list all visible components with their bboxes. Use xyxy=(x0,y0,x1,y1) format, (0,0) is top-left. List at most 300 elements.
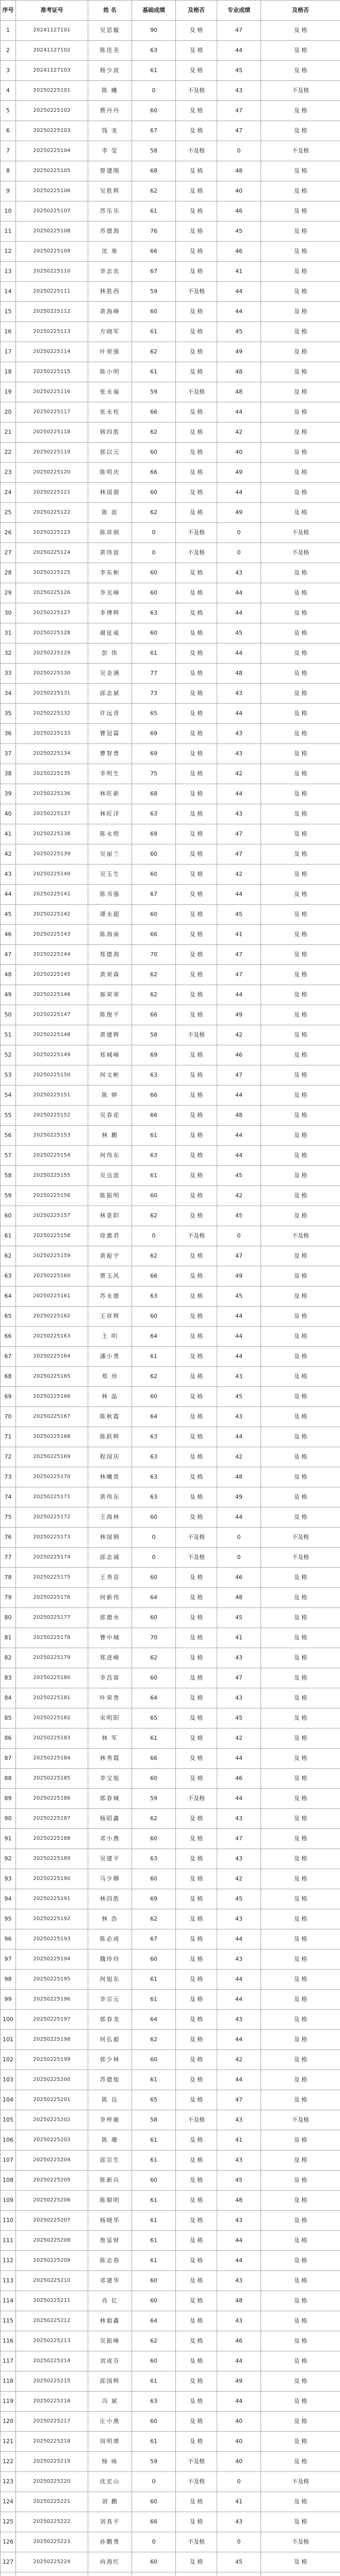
table-row xyxy=(1,1186,340,1206)
cell-basic-score: 63 xyxy=(132,804,176,824)
cell-major-score: 47 xyxy=(217,21,261,41)
cell-index: 46 xyxy=(1,925,16,945)
table-row xyxy=(1,2472,340,2492)
table-row xyxy=(1,1427,340,1447)
cell-basic-score: 66 xyxy=(132,2512,176,2532)
cell-index: 89 xyxy=(1,1789,16,1809)
cell-major-pass: 及 格 xyxy=(261,2050,340,2070)
cell-basic-score: 60 xyxy=(132,1869,176,1889)
cell-major-pass: 及 格 xyxy=(261,2311,340,2331)
table-row xyxy=(1,2211,340,2231)
cell-index: 84 xyxy=(1,1688,16,1708)
cell-name: 何旭东 xyxy=(88,1970,132,1990)
cell-basic-pass: 不及格 xyxy=(176,1528,217,1548)
cell-major-pass: 及 格 xyxy=(261,2251,340,2271)
cell-basic-pass: 及 格 xyxy=(176,1106,217,1126)
cell-major-pass: 及 格 xyxy=(261,1809,340,1829)
cell-basic-score: 61 xyxy=(132,643,176,664)
cell-basic-score: 66 xyxy=(132,1749,176,1769)
cell-major-pass: 及 格 xyxy=(261,2351,340,2371)
cell-exam-number: 20250225223 xyxy=(16,2532,88,2552)
cell-major-pass: 及 格 xyxy=(261,1146,340,1166)
cell-index: 66 xyxy=(1,1327,16,1347)
cell-index: 59 xyxy=(1,1186,16,1206)
cell-basic-pass: 及 格 xyxy=(176,643,217,664)
cell-major-pass: 及 格 xyxy=(261,1045,340,1065)
table-row xyxy=(1,2090,340,2110)
cell-basic-score: 61 xyxy=(132,2130,176,2150)
table-row xyxy=(1,61,340,81)
cell-name: 钱 龙 xyxy=(88,121,132,141)
cell-major-pass: 及 格 xyxy=(261,2392,340,2412)
cell-major-pass: 及 格 xyxy=(261,322,340,342)
cell-major-score: 43 xyxy=(217,2211,261,2231)
cell-exam-number: 20250225123 xyxy=(16,523,88,543)
cell-basic-pass: 及 格 xyxy=(176,1829,217,1849)
cell-name: 李光峰 xyxy=(88,583,132,603)
table-row xyxy=(1,1307,340,1327)
cell-name: 李志农 xyxy=(88,262,132,282)
cell-major-pass: 及 格 xyxy=(261,2231,340,2251)
cell-major-score: 46 xyxy=(217,201,261,222)
cell-basic-score: 60 xyxy=(132,2552,176,2572)
cell-major-score: 46 xyxy=(217,1045,261,1065)
cell-major-score: 42 xyxy=(217,1447,261,1467)
cell-basic-score: 61 xyxy=(132,1970,176,1990)
cell-major-pass: 及 格 xyxy=(261,21,340,41)
cell-name: 冉海红 xyxy=(88,2552,132,2572)
cell-name: 黄荣森 xyxy=(88,965,132,985)
cell-name: 曹智勇 xyxy=(88,744,132,764)
table-row xyxy=(1,503,340,523)
cell-basic-pass: 及 格 xyxy=(176,1769,217,1789)
table-row xyxy=(1,201,340,222)
cell-major-score: 46 xyxy=(217,1769,261,1789)
cell-major-pass: 及 格 xyxy=(261,2030,340,2050)
cell-name: 邱志斌 xyxy=(88,684,132,704)
cell-name: 林 晶 xyxy=(88,1387,132,1407)
cell-basic-pass: 及 格 xyxy=(176,1065,217,1086)
cell-index: 38 xyxy=(1,764,16,784)
cell-exam-number: 20250225219 xyxy=(16,2452,88,2472)
table-row xyxy=(1,664,340,684)
table-row xyxy=(1,885,340,905)
cell-index: 95 xyxy=(1,1909,16,1929)
cell-major-score: 43 xyxy=(217,1950,261,1970)
cell-basic-pass: 及 格 xyxy=(176,885,217,905)
table-row xyxy=(1,1528,340,1548)
table-row xyxy=(1,1387,340,1407)
cell-exam-number: 20250225160 xyxy=(16,1266,88,1286)
cell-exam-number: 20250225193 xyxy=(16,1929,88,1950)
cell-index: 34 xyxy=(1,684,16,704)
cell-major-score: 43 xyxy=(217,804,261,824)
cell-exam-number: 20250225111 xyxy=(16,282,88,302)
table-row xyxy=(1,1929,340,1950)
table-row xyxy=(1,603,340,623)
header-row xyxy=(1,1,340,21)
cell-basic-pass: 不及格 xyxy=(176,2452,217,2472)
cell-major-pass: 及 格 xyxy=(261,844,340,865)
cell-name: 蔡丹丹 xyxy=(88,101,132,121)
cell-name: 吴丽兰 xyxy=(88,844,132,865)
table-row xyxy=(1,1206,340,1226)
cell-basic-pass: 及 格 xyxy=(176,2331,217,2351)
cell-name: 林国源 xyxy=(88,483,132,503)
cell-basic-score: 60 xyxy=(132,302,176,322)
cell-basic-score: 66 xyxy=(132,1005,176,1025)
cell-basic-score: 76 xyxy=(132,222,176,242)
cell-exam-number: 20250225182 xyxy=(16,1708,88,1728)
cell-exam-number: 20250225148 xyxy=(16,1025,88,1045)
cell-major-score: 43 xyxy=(217,2110,261,2130)
cell-name xyxy=(88,2572,132,2576)
cell-index: 19 xyxy=(1,382,16,402)
cell-major-pass: 及 格 xyxy=(261,1929,340,1950)
cell-basic-pass: 不及格 xyxy=(176,1025,217,1045)
table-row xyxy=(1,1286,340,1307)
cell-basic-pass: 及 格 xyxy=(176,2392,217,2412)
cell-exam-number: 20250225118 xyxy=(16,422,88,443)
cell-major-pass: 及 格 xyxy=(261,463,340,483)
cell-index: 101 xyxy=(1,2030,16,2050)
cell-basic-pass: 不及格 xyxy=(176,523,217,543)
table-row xyxy=(1,2130,340,2150)
cell-index: 62 xyxy=(1,1246,16,1266)
cell-name: 陈书强 xyxy=(88,885,132,905)
cell-index: 103 xyxy=(1,2070,16,2090)
cell-major-score: 47 xyxy=(217,965,261,985)
cell-major-pass: 不及格 xyxy=(261,81,340,101)
cell-major-pass: 及 格 xyxy=(261,724,340,744)
cell-name: 陈新兵 xyxy=(88,2171,132,2191)
cell-major-pass: 及 格 xyxy=(261,1065,340,1086)
cell-basic-score: 63 xyxy=(132,1467,176,1487)
cell-basic-pass: 及 格 xyxy=(176,945,217,965)
table-row xyxy=(1,1648,340,1668)
cell-name: 邱宗生 xyxy=(88,2150,132,2171)
cell-basic-score: 63 xyxy=(132,1146,176,1166)
table-row xyxy=(1,422,340,443)
cell-name: 杨少波 xyxy=(88,61,132,81)
cell-basic-pass: 不及格 xyxy=(176,141,217,161)
cell-exam-number: 20250225185 xyxy=(16,1769,88,1789)
cell-basic-score: 60 xyxy=(132,2050,176,2070)
cell-name: 陈秋霞 xyxy=(88,1407,132,1427)
cell-basic-pass: 及 格 xyxy=(176,1307,217,1327)
cell-major-score: 48 xyxy=(217,1467,261,1487)
cell-exam-number: 20250225172 xyxy=(16,1507,88,1528)
cell-basic-score: 60 xyxy=(132,563,176,583)
table-row xyxy=(1,1447,340,1467)
cell-exam-number: 20250225154 xyxy=(16,1146,88,1166)
cell-basic-pass: 及 格 xyxy=(176,1909,217,1929)
cell-index: 104 xyxy=(1,2090,16,2110)
table-row xyxy=(1,1487,340,1507)
cell-basic-pass: 及 格 xyxy=(176,121,217,141)
cell-index: 39 xyxy=(1,784,16,804)
cell-major-pass: 及 格 xyxy=(261,643,340,664)
cell-basic-pass: 及 格 xyxy=(176,1608,217,1628)
cell-major-pass: 及 格 xyxy=(261,1186,340,1206)
table-row xyxy=(1,1568,340,1588)
cell-major-pass: 及 格 xyxy=(261,905,340,925)
cell-index: 118 xyxy=(1,2371,16,2392)
cell-major-pass: 及 格 xyxy=(261,2070,340,2090)
cell-index: 15 xyxy=(1,302,16,322)
cell-basic-score: 61 xyxy=(132,2191,176,2211)
cell-index: 56 xyxy=(1,1126,16,1146)
cell-basic-pass: 及 格 xyxy=(176,1086,217,1106)
cell-index: 87 xyxy=(1,1749,16,1769)
cell-major-pass: 及 格 xyxy=(261,744,340,764)
cell-index: 23 xyxy=(1,463,16,483)
cell-major-pass: 及 格 xyxy=(261,1628,340,1648)
cell-name: 许远青 xyxy=(88,704,132,724)
cell-name: 林秀霞 xyxy=(88,1749,132,1769)
cell-name: 陈 婷 xyxy=(88,1086,132,1106)
cell-basic-score: 63 xyxy=(132,1286,176,1307)
cell-index: 109 xyxy=(1,2191,16,2211)
cell-index: 22 xyxy=(1,443,16,463)
cell-basic-score: 60 xyxy=(132,1950,176,1970)
cell-basic-score: 69 xyxy=(132,1045,176,1065)
table-row xyxy=(1,2412,340,2432)
cell-major-score: 45 xyxy=(217,623,261,643)
cell-major-score: 48 xyxy=(217,382,261,402)
cell-name: 陈永煌 xyxy=(88,824,132,844)
cell-index: 69 xyxy=(1,1387,16,1407)
cell-basic-pass: 及 格 xyxy=(176,704,217,724)
table-row xyxy=(1,2311,340,2331)
cell-basic-pass: 及 格 xyxy=(176,664,217,684)
cell-major-score: 42 xyxy=(217,422,261,443)
cell-basic-pass: 及 格 xyxy=(176,61,217,81)
table-row xyxy=(1,523,340,543)
table-header xyxy=(1,1,340,21)
cell-basic-score: 0 xyxy=(132,523,176,543)
table-row xyxy=(1,684,340,704)
cell-name: 郑进峰 xyxy=(88,1648,132,1668)
cell-basic-pass: 及 格 xyxy=(176,2512,217,2532)
cell-exam-number: 20250225134 xyxy=(16,744,88,764)
cell-major-score: 44 xyxy=(217,1990,261,2010)
cell-major-pass: 及 格 xyxy=(261,603,340,623)
cell-name: 陈 良 xyxy=(88,2090,132,2110)
cell-basic-pass: 及 格 xyxy=(176,1387,217,1407)
table-row xyxy=(1,925,340,945)
cell-index: 111 xyxy=(1,2231,16,2251)
cell-basic-pass: 及 格 xyxy=(176,1648,217,1668)
cell-index: 60 xyxy=(1,1206,16,1226)
cell-index: 77 xyxy=(1,1548,16,1568)
cell-major-score: 41 xyxy=(217,2492,261,2512)
cell-basic-pass: 及 格 xyxy=(176,985,217,1005)
cell-major-score: 42 xyxy=(217,1869,261,1889)
cell-index: 76 xyxy=(1,1528,16,1548)
cell-major-score: 49 xyxy=(217,503,261,523)
cell-index: 65 xyxy=(1,1307,16,1327)
cell-exam-number: 20250225101 xyxy=(16,81,88,101)
cell-major-score: 0 xyxy=(217,141,261,161)
table-row xyxy=(1,1749,340,1769)
table-row xyxy=(1,2271,340,2291)
table-row xyxy=(1,282,340,302)
cell-exam-number: 20250225152 xyxy=(16,1106,88,1126)
cell-name: 张永福 xyxy=(88,382,132,402)
table-row xyxy=(1,2010,340,2030)
cell-major-score: 48 xyxy=(217,161,261,181)
cell-major-pass: 及 格 xyxy=(261,784,340,804)
cell-exam-number: 20250225189 xyxy=(16,1849,88,1869)
cell-index: 102 xyxy=(1,2050,16,2070)
cell-major-score: 44 xyxy=(217,885,261,905)
cell-major-score: 44 xyxy=(217,2251,261,2271)
cell-exam-number: 20241127102 xyxy=(16,41,88,61)
table-row xyxy=(1,2251,340,2271)
cell-major-score: 42 xyxy=(217,764,261,784)
cell-major-pass: 及 格 xyxy=(261,2150,340,2171)
cell-exam-number: 20250225102 xyxy=(16,101,88,121)
cell-major-pass: 及 格 xyxy=(261,1005,340,1025)
cell-name: 郝荣荣 xyxy=(88,985,132,1005)
cell-basic-pass: 及 格 xyxy=(176,1266,217,1286)
cell-index: 37 xyxy=(1,744,16,764)
cell-index: 52 xyxy=(1,1045,16,1065)
cell-major-score: 43 xyxy=(217,2271,261,2291)
cell-name: 王秀苗 xyxy=(88,1568,132,1588)
cell-major-pass: 及 格 xyxy=(261,2191,340,2211)
cell-major-score: 42 xyxy=(217,2050,261,2070)
cell-major-pass: 及 格 xyxy=(261,1266,340,1286)
cell-exam-number: 20250225156 xyxy=(16,1186,88,1206)
table-row xyxy=(1,161,340,181)
cell-exam-number: 20250225204 xyxy=(16,2150,88,2171)
cell-exam-number: 20250225126 xyxy=(16,583,88,603)
cell-name: 林 鹏 xyxy=(88,1126,132,1146)
cell-basic-pass: 及 格 xyxy=(176,965,217,985)
cell-name: 王 明 xyxy=(88,1327,132,1347)
cell-major-score: 43 xyxy=(217,1909,261,1929)
cell-basic-score: 61 xyxy=(132,322,176,342)
cell-major-pass: 及 格 xyxy=(261,282,340,302)
cell-basic-pass: 及 格 xyxy=(176,844,217,865)
cell-name: 林胜西 xyxy=(88,282,132,302)
cell-basic-pass: 及 格 xyxy=(176,2552,217,2572)
cell-index: 123 xyxy=(1,2472,16,2492)
cell-major-pass: 及 格 xyxy=(261,422,340,443)
cell-index: 73 xyxy=(1,1467,16,1487)
cell-exam-number: 20250225138 xyxy=(16,824,88,844)
cell-name: 宋明阳 xyxy=(88,1708,132,1728)
cell-basic-score: 62 xyxy=(132,1206,176,1226)
table-row xyxy=(1,1668,340,1688)
cell-basic-score: 60 xyxy=(132,2271,176,2291)
table-row xyxy=(1,463,340,483)
col-header-basic-score: 基础成绩 xyxy=(132,1,176,21)
cell-exam-number: 20250225166 xyxy=(16,1387,88,1407)
cell-basic-score: 58 xyxy=(132,2110,176,2130)
cell-basic-pass: 及 格 xyxy=(176,242,217,262)
cell-major-score: 43 xyxy=(217,1367,261,1387)
table-row xyxy=(1,121,340,141)
cell-name: 陈必成 xyxy=(88,1929,132,1950)
cell-name: 吴建平 xyxy=(88,1849,132,1869)
cell-index: 3 xyxy=(1,61,16,81)
cell-basic-pass: 及 格 xyxy=(176,2211,217,2231)
cell-basic-pass: 及 格 xyxy=(176,2311,217,2331)
cell-basic-score: 60 xyxy=(132,1307,176,1327)
cell-major-pass: 及 格 xyxy=(261,824,340,844)
cell-basic-score: 58 xyxy=(132,141,176,161)
cell-major-score: 49 xyxy=(217,1005,261,1025)
cell-basic-pass: 及 格 xyxy=(176,2351,217,2371)
cell-major-score: 43 xyxy=(217,1648,261,1668)
cell-exam-number: 20250225132 xyxy=(16,704,88,724)
cell-exam-number: 20250225137 xyxy=(16,804,88,824)
table-row xyxy=(1,1347,340,1367)
cell-name: 孙鹏勇 xyxy=(88,2532,132,2552)
cell-name: 陈俊平 xyxy=(88,1005,132,1025)
cell-major-pass: 及 格 xyxy=(261,1849,340,1869)
cell-exam-number: 20250225150 xyxy=(16,1065,88,1086)
cell-exam-number: 20250225224 xyxy=(16,2552,88,2572)
cell-name: 黄伟波 xyxy=(88,543,132,563)
table-row xyxy=(1,262,340,282)
cell-basic-score: 69 xyxy=(132,744,176,764)
cell-basic-score: 68 xyxy=(132,784,176,804)
cell-basic-pass: 及 格 xyxy=(176,2130,217,2150)
cell-basic-pass: 及 格 xyxy=(176,2070,217,2090)
cell-major-pass: 及 格 xyxy=(261,945,340,965)
cell-major-pass: 及 格 xyxy=(261,1970,340,1990)
cell-index: 113 xyxy=(1,2271,16,2291)
cell-major-score: 40 xyxy=(217,2412,261,2432)
cell-exam-number: 20250225157 xyxy=(16,1206,88,1226)
cell-major-pass: 不及格 xyxy=(261,2532,340,2552)
cell-index: 110 xyxy=(1,2211,16,2231)
cell-name: 潘小勇 xyxy=(88,1347,132,1367)
cell-index: 5 xyxy=(1,101,16,121)
cell-major-score: 45 xyxy=(217,322,261,342)
cell-name: 刘真平 xyxy=(88,2512,132,2532)
cell-major-score: 49 xyxy=(217,463,261,483)
table-row xyxy=(1,543,340,563)
cell-major-pass: 及 格 xyxy=(261,503,340,523)
cell-basic-score: 61 xyxy=(132,2211,176,2231)
cell-exam-number: 20250225173 xyxy=(16,1528,88,1548)
cell-major-score: 48 xyxy=(217,362,261,382)
cell-major-pass: 不及格 xyxy=(261,523,340,543)
cell-basic-score: 62 xyxy=(132,503,176,523)
cell-basic-pass: 不及格 xyxy=(176,1226,217,1246)
cell-exam-number: 20250225144 xyxy=(16,945,88,965)
cell-exam-number: 20250225147 xyxy=(16,1005,88,1025)
cell-major-pass: 不及格 xyxy=(261,1548,340,1568)
cell-major-pass: 及 格 xyxy=(261,804,340,824)
cell-exam-number: 20250225202 xyxy=(16,2110,88,2130)
cell-major-score: 47 xyxy=(217,2090,261,2110)
cell-major-score: 45 xyxy=(217,61,261,81)
col-header-basic-pass: 及格否 xyxy=(176,1,217,21)
cell-major-score: 44 xyxy=(217,483,261,503)
cell-major-score: 41 xyxy=(217,262,261,282)
cell-index: 29 xyxy=(1,583,16,603)
cell-major-score: 48 xyxy=(217,1106,261,1126)
cell-major-score: 40 xyxy=(217,2432,261,2452)
cell-major-pass: 及 格 xyxy=(261,1990,340,2010)
cell-name: 沈宏山 xyxy=(88,2472,132,2492)
